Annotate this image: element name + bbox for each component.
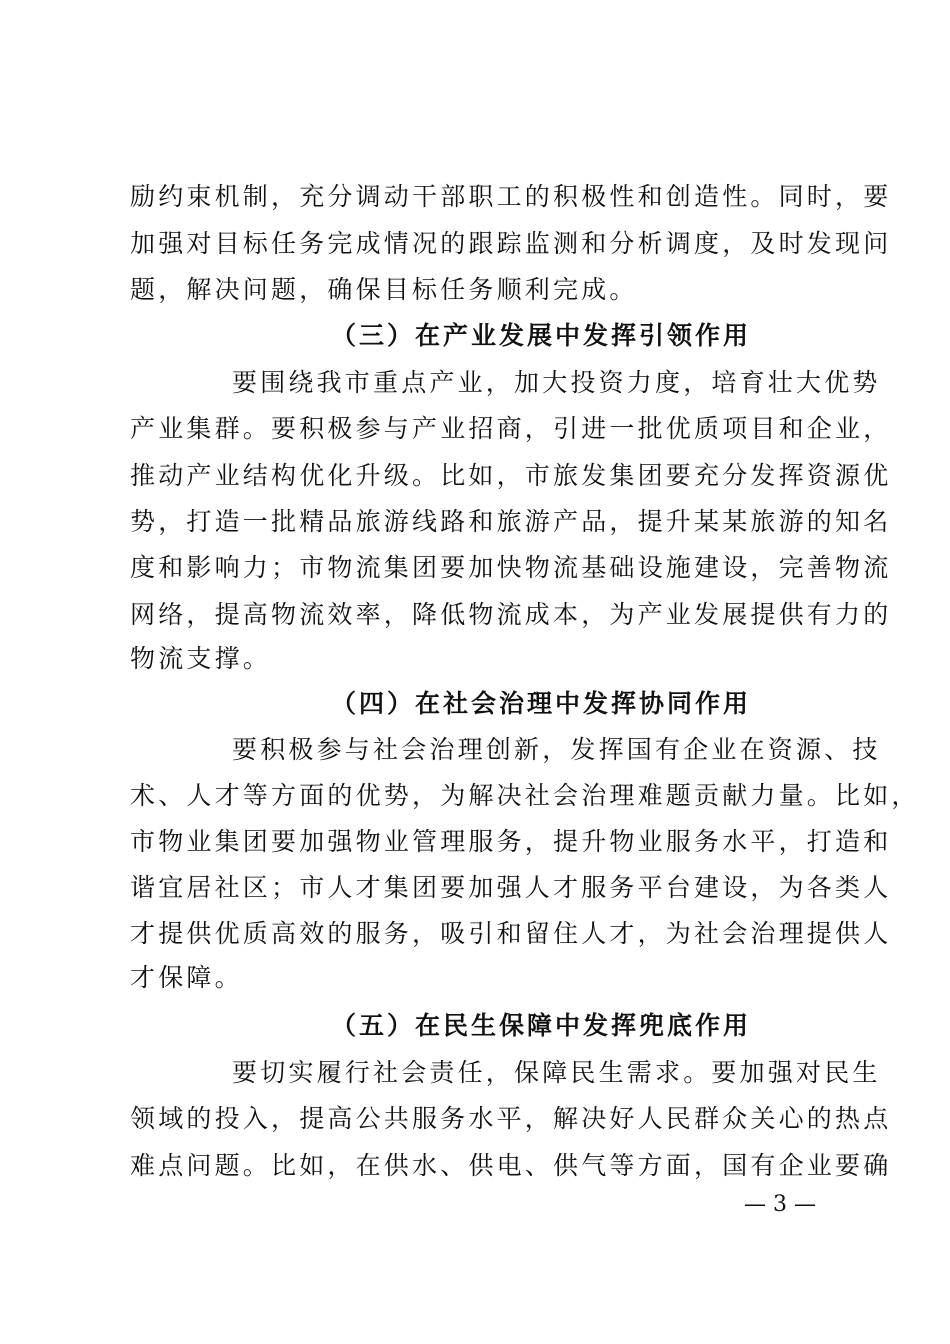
body-line: 产业集群。要积极参与产业招商，引进一批优质项目和企业， xyxy=(130,414,892,443)
body-line: 势，打造一批精品旅游线路和旅游产品，提升某某旅游的知名 xyxy=(130,507,892,536)
body-line: 网络，提高物流效率，降低物流成本，为产业发展提供有力的 xyxy=(130,600,892,629)
body-line: 要积极参与社会治理创新，发挥国有企业在资源、技 xyxy=(232,735,881,764)
body-line: 要切实履行社会责任，保障民生需求。要加强对民生 xyxy=(232,1058,881,1087)
section-heading: （五）在民生保障中发挥兜底作用 xyxy=(331,1011,752,1040)
body-line: 才提供优质高效的服务，吸引和留住人才，为社会治理提供人 xyxy=(130,919,892,948)
body-line: 要围绕我市重点产业，加大投资力度，培育壮大优势 xyxy=(232,368,881,397)
body-line: 市物业集团要加强物业管理服务，提升物业服务水平，打造和 xyxy=(130,827,892,856)
section-heading: （三）在产业发展中发挥引领作用 xyxy=(331,321,752,350)
body-line: 度和影响力；市物流集团要加快物流基础设施建设，完善物流 xyxy=(130,553,892,582)
body-line: 加强对目标任务完成情况的跟踪监测和分析调度，及时发现问 xyxy=(130,229,892,258)
body-line: 难点问题。比如，在供水、供电、供气等方面，国有企业要确 xyxy=(130,1151,892,1180)
body-line: 物流支撑。 xyxy=(130,644,272,673)
section-heading: （四）在社会治理中发挥协同作用 xyxy=(331,689,752,718)
body-line: 术、人才等方面的优势，为解决社会治理难题贡献力量。比如， xyxy=(130,781,920,810)
body-line: 领域的投入，提高公共服务水平，解决好人民群众关心的热点 xyxy=(130,1104,892,1133)
page-number: — 3 — xyxy=(744,1192,816,1217)
body-line: 励约束机制，充分调动干部职工的积极性和创造性。同时，要 xyxy=(130,182,892,211)
body-line: 才保障。 xyxy=(130,963,243,992)
body-line: 题，解决问题，确保目标任务顺利完成。 xyxy=(130,275,638,304)
body-line: 推动产业结构优化升级。比如，市旅发集团要充分发挥资源优 xyxy=(130,461,892,490)
body-line: 谐宜居社区；市人才集团要加强人才服务平台建设，为各类人 xyxy=(130,873,892,902)
